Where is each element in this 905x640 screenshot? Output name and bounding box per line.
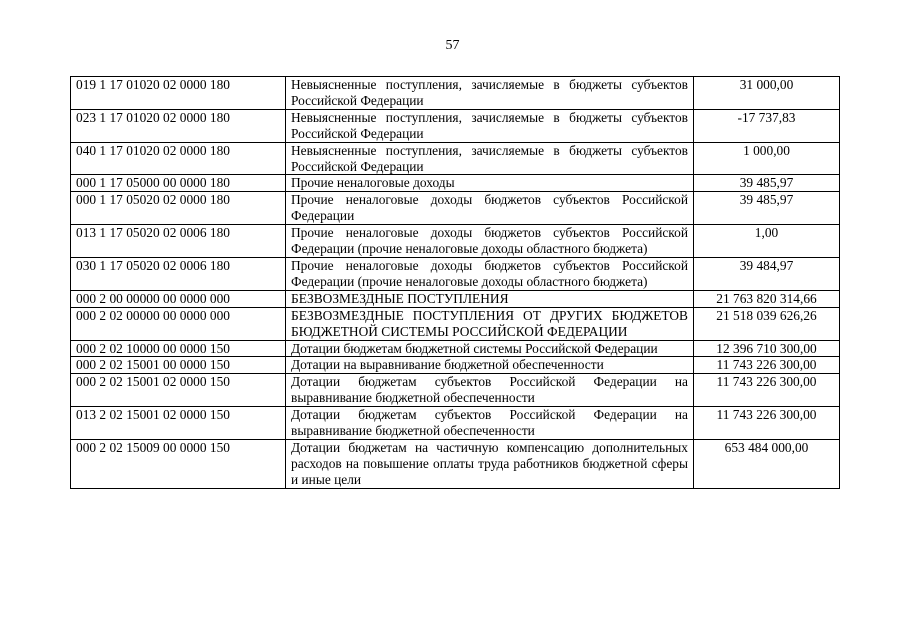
row-name: БЕЗВОЗМЕЗДНЫЕ ПОСТУПЛЕНИЯ ОТ ДРУГИХ БЮДЖЕТОВ БЮДЖЕТНОЙ СИСТЕМЫ РОССИЙСКОЙ ФЕДЕРАЦИИ <box>286 307 694 340</box>
table-row <box>71 290 840 307</box>
row-code: 019 1 17 01020 02 0000 180 <box>71 77 286 110</box>
row-code: 030 1 17 05020 02 0006 180 <box>71 257 286 290</box>
row-amount: 653 484 000,00 <box>694 439 840 488</box>
row-amount: 21 763 820 314,66 <box>694 290 840 307</box>
table-row <box>71 439 840 488</box>
row-amount: 1 000,00 <box>694 142 840 175</box>
table-row <box>71 142 840 175</box>
row-code: 000 2 02 10000 00 0000 150 <box>71 340 286 357</box>
row-code: 000 2 00 00000 00 0000 000 <box>71 290 286 307</box>
row-name: Прочие неналоговые доходы бюджетов субъектов Российской Федерации (прочие неналоговые доходы областного бюджета) <box>286 225 694 258</box>
row-amount: 1,00 <box>694 225 840 258</box>
row-amount: 39 484,97 <box>694 257 840 290</box>
row-code: 013 2 02 15001 02 0000 150 <box>71 407 286 440</box>
table-row <box>71 307 840 340</box>
row-name: Прочие неналоговые доходы <box>286 175 694 192</box>
row-code: 000 2 02 15009 00 0000 150 <box>71 439 286 488</box>
row-name: Невыясненные поступления, зачисляемые в бюджеты субъектов Российской Федерации <box>286 142 694 175</box>
row-name: Дотации бюджетам на частичную компенсацию дополнительных расходов на повышение оплаты труда работников бюджетной сферы и иные цели <box>286 439 694 488</box>
row-code: 000 1 17 05020 02 0000 180 <box>71 192 286 225</box>
row-code: 000 2 02 15001 00 0000 150 <box>71 357 286 374</box>
row-name: Дотации бюджетам субъектов Российской Федерации на выравнивание бюджетной обеспеченности <box>286 407 694 440</box>
row-code: 000 1 17 05000 00 0000 180 <box>71 175 286 192</box>
revenue-table <box>70 76 840 489</box>
table-row <box>71 374 840 407</box>
table-row <box>71 77 840 110</box>
table-row <box>71 225 840 258</box>
row-amount: 11 743 226 300,00 <box>694 357 840 374</box>
row-amount: 21 518 039 626,26 <box>694 307 840 340</box>
row-amount: 11 743 226 300,00 <box>694 374 840 407</box>
row-name: Дотации на выравнивание бюджетной обеспеченности <box>286 357 694 374</box>
row-amount: 31 000,00 <box>694 77 840 110</box>
row-amount: 39 485,97 <box>694 175 840 192</box>
table-row <box>71 109 840 142</box>
row-name: Прочие неналоговые доходы бюджетов субъектов Российской Федерации <box>286 192 694 225</box>
row-code: 013 1 17 05020 02 0006 180 <box>71 225 286 258</box>
table-row <box>71 340 840 357</box>
row-name: Дотации бюджетам субъектов Российской Федерации на выравнивание бюджетной обеспеченности <box>286 374 694 407</box>
table-row <box>71 407 840 440</box>
table-row <box>71 192 840 225</box>
row-name: Невыясненные поступления, зачисляемые в бюджеты субъектов Российской Федерации <box>286 109 694 142</box>
row-code: 000 2 02 00000 00 0000 000 <box>71 307 286 340</box>
row-name: Невыясненные поступления, зачисляемые в бюджеты субъектов Российской Федерации <box>286 77 694 110</box>
table-row <box>71 175 840 192</box>
row-code: 023 1 17 01020 02 0000 180 <box>71 109 286 142</box>
row-name: БЕЗВОЗМЕЗДНЫЕ ПОСТУПЛЕНИЯ <box>286 290 694 307</box>
page-number: 57 <box>445 38 460 53</box>
row-code: 000 2 02 15001 02 0000 150 <box>71 374 286 407</box>
row-amount: 39 485,97 <box>694 192 840 225</box>
row-amount: 12 396 710 300,00 <box>694 340 840 357</box>
row-name: Прочие неналоговые доходы бюджетов субъектов Российской Федерации (прочие неналоговые доходы областного бюджета) <box>286 257 694 290</box>
row-amount: -17 737,83 <box>694 109 840 142</box>
table-row <box>71 357 840 374</box>
row-name: Дотации бюджетам бюджетной системы Российской Федерации <box>286 340 694 357</box>
row-code: 040 1 17 01020 02 0000 180 <box>71 142 286 175</box>
table-row <box>71 257 840 290</box>
row-amount: 11 743 226 300,00 <box>694 407 840 440</box>
